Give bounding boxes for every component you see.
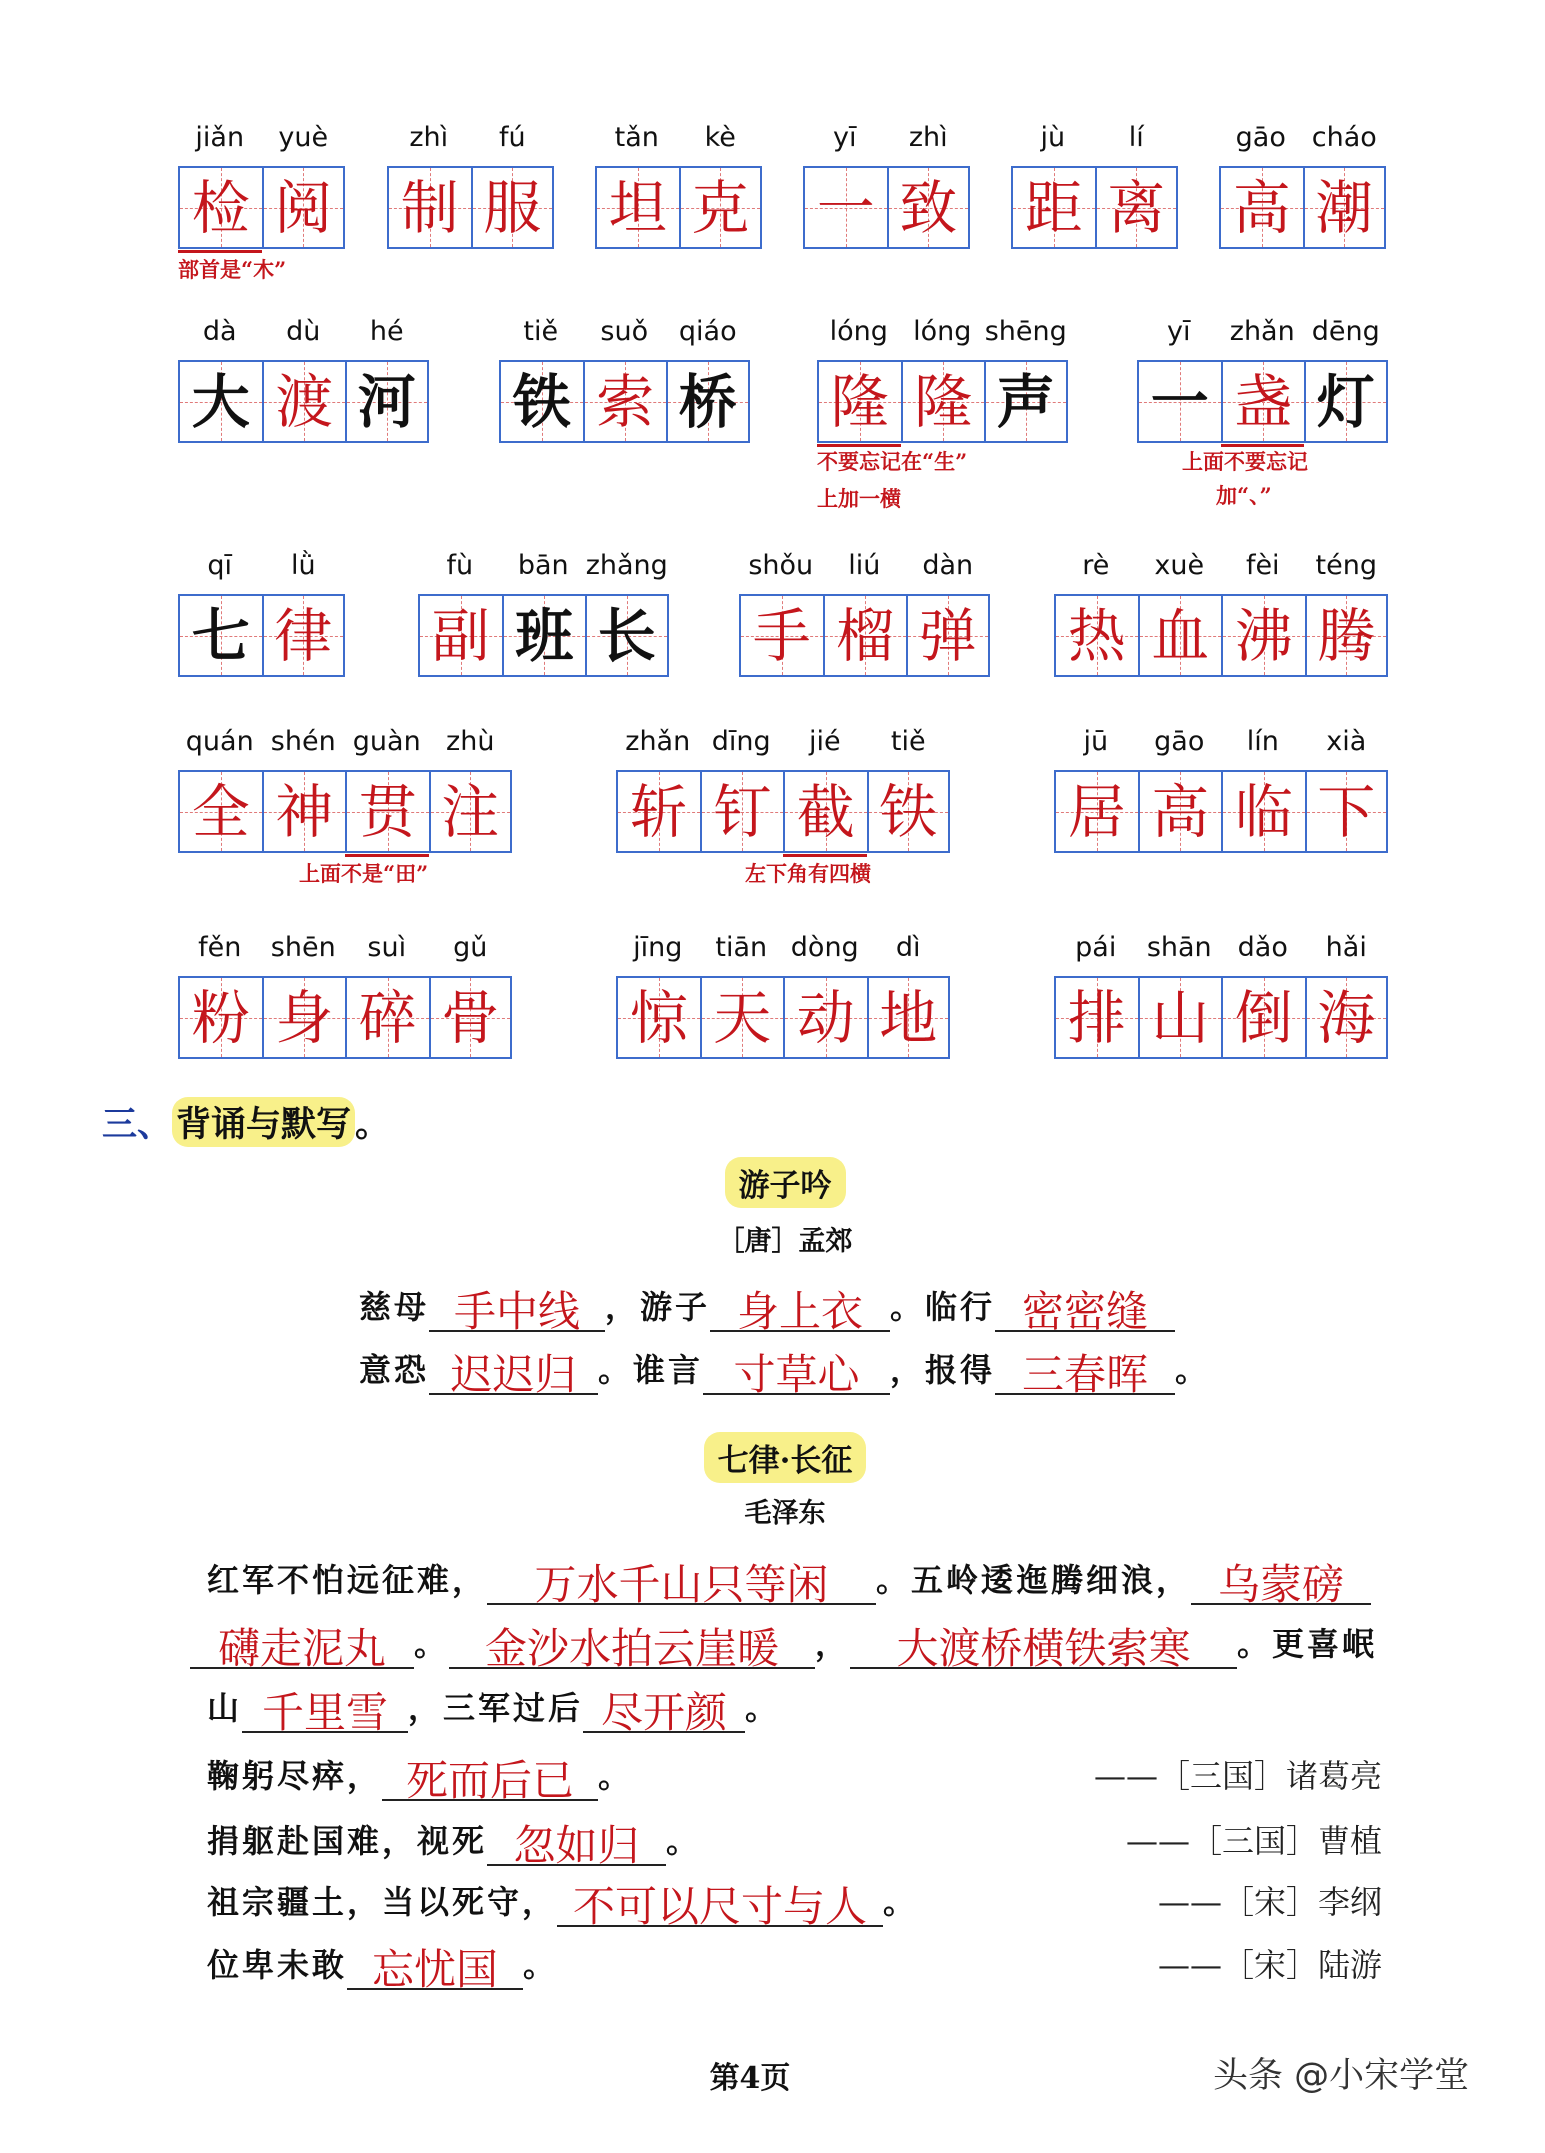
poem2-title-text: 七律·长征 — [704, 1432, 867, 1483]
poem1-title — [600, 1157, 970, 1207]
pinyin-label: dàn — [922, 550, 974, 581]
quote-line-4 — [207, 1940, 559, 1994]
tianzige-cell — [387, 166, 471, 249]
line-text: 捐躯赴国难，视死 — [207, 1822, 488, 1860]
pinyin-label: guàn — [352, 726, 421, 757]
answer-blank — [429, 1345, 598, 1399]
pinyin-label: quán — [185, 726, 254, 757]
pinyin-label: shǒu — [748, 550, 814, 581]
handwritten-char: 截 — [796, 777, 855, 846]
note-guan: 上面不是“田” — [299, 861, 429, 886]
line-text: 。 — [414, 1625, 450, 1663]
tianzige-cell — [666, 360, 750, 443]
tianzige-cell — [817, 360, 901, 443]
handwritten-char: 海 — [1317, 983, 1376, 1052]
pinyin-label: shēn — [270, 932, 336, 963]
pinyin-label: hé — [369, 316, 404, 347]
word-group — [1054, 932, 1388, 1059]
handwritten-char: 制 — [400, 173, 459, 242]
tianzige-cell — [803, 166, 887, 249]
tianzige-cell — [1054, 770, 1138, 853]
handwritten-char: 临 — [1234, 777, 1293, 846]
printed-char: 一 — [1150, 367, 1209, 436]
handwritten-char: 全 — [191, 777, 250, 846]
pinyin-label: qiáo — [678, 316, 737, 347]
pinyin-label: zhǎn — [1229, 316, 1295, 347]
tianzige-cell — [502, 594, 586, 677]
handwritten-char: 动 — [796, 983, 855, 1052]
pinyin-label: zhì — [908, 122, 948, 153]
quote-source-2: ——［三国］曹植 — [1125, 1822, 1382, 1860]
pinyin-label: cháo — [1311, 122, 1377, 153]
line-text: 。 — [745, 1689, 781, 1727]
answer-blank — [487, 1555, 876, 1609]
handwritten-answer: 万水千山只等闲 — [534, 1560, 829, 1609]
pinyin-label: suì — [367, 932, 407, 963]
word-group — [178, 122, 345, 249]
pinyin-label: lǜ — [290, 550, 316, 581]
pinyin-label: gāo — [1235, 122, 1286, 153]
handwritten-answer: 死而后已 — [406, 1756, 575, 1805]
handwritten-char: 克 — [691, 173, 750, 242]
tianzige-cell — [583, 360, 667, 443]
pinyin-label: hǎi — [1325, 932, 1367, 963]
underline-jian — [178, 250, 262, 253]
tianzige-cell — [823, 594, 907, 677]
tianzige-cell — [471, 166, 555, 249]
handwritten-char: 神 — [275, 777, 334, 846]
handwritten-char: 渡 — [275, 367, 334, 436]
tianzige-cell — [585, 594, 669, 677]
handwritten-char: 地 — [879, 983, 938, 1052]
pinyin-label: lóng — [829, 316, 888, 347]
pinyin-label: fěn — [198, 932, 242, 963]
printed-char: 河 — [357, 367, 416, 436]
handwritten-answer: 寸草心 — [733, 1350, 860, 1399]
section-number: 三、 — [102, 1104, 173, 1145]
tianzige-cell — [429, 976, 513, 1059]
handwritten-char: 律 — [274, 601, 333, 670]
pinyin-label: dīng — [711, 726, 771, 757]
poem1-line-1 — [359, 1282, 1175, 1336]
pinyin-label: liú — [848, 550, 881, 581]
tianzige-cell — [901, 360, 985, 443]
line-text: 慈母 — [359, 1288, 430, 1326]
quote-source-3: ——［宋］李纲 — [1157, 1883, 1382, 1921]
pinyin-label: lín — [1246, 726, 1279, 757]
handwritten-answer: 不可以尺寸与人 — [573, 1882, 868, 1931]
tianzige-cell — [1221, 360, 1305, 443]
note-jie: 左下角有四横 — [745, 861, 871, 886]
handwritten-char: 铁 — [879, 777, 938, 846]
line-text: 。 — [666, 1822, 702, 1860]
handwritten-answer: 迟迟归 — [450, 1350, 577, 1399]
handwritten-char: 血 — [1151, 601, 1210, 670]
handwritten-char: 粉 — [191, 983, 250, 1052]
tianzige-cell — [595, 166, 679, 249]
pinyin-label: shēng — [984, 316, 1067, 347]
pinyin-label: yī — [1167, 316, 1191, 347]
tianzige-cell — [1305, 770, 1389, 853]
tianzige-cell — [1303, 166, 1387, 249]
section-title: 背诵与默写 — [172, 1097, 355, 1147]
poem2-line-3 — [207, 1683, 781, 1737]
underline-zhan — [1221, 444, 1304, 447]
line-text: ，报得 — [890, 1351, 996, 1389]
handwritten-char: 碎 — [358, 983, 417, 1052]
pinyin-label: tiān — [715, 932, 768, 963]
handwritten-char: 榴 — [836, 601, 895, 670]
answer-blank — [995, 1345, 1175, 1399]
poem1-author: ［唐］孟郊 — [717, 1226, 853, 1257]
pinyin-label: qī — [207, 550, 233, 581]
handwritten-answer: 金沙水拍云崖暖 — [485, 1624, 780, 1673]
tianzige-cell — [1219, 166, 1303, 249]
answer-blank — [429, 1282, 605, 1336]
line-text: 。临行 — [890, 1288, 996, 1326]
word-group — [1054, 550, 1388, 677]
tianzige-cell — [178, 166, 262, 249]
handwritten-char: 一 — [816, 173, 875, 242]
pinyin-label: yī — [833, 122, 857, 153]
pinyin-label: fú — [498, 122, 526, 153]
tianzige-cell — [1221, 976, 1305, 1059]
pinyin-label: xuè — [1154, 550, 1205, 581]
line-text: 祖宗疆土，当以死守， — [207, 1883, 558, 1921]
pinyin-label: gāo — [1154, 726, 1205, 757]
printed-char: 七 — [191, 601, 250, 670]
handwritten-char: 注 — [441, 777, 500, 846]
word-group — [1219, 122, 1386, 249]
pinyin-label: zhù — [446, 726, 495, 757]
line-text: 。 — [523, 1946, 559, 1984]
pinyin-label: lóng — [913, 316, 972, 347]
answer-blank — [382, 1751, 598, 1805]
tianzige-cell — [1138, 976, 1222, 1059]
handwritten-answer: 身上衣 — [737, 1287, 864, 1336]
pinyin-label: jié — [808, 726, 841, 757]
handwritten-answer: 乌蒙磅 — [1218, 1560, 1345, 1609]
poem1-title-text: 游子吟 — [725, 1157, 846, 1208]
pinyin-label: zhǎn — [625, 726, 691, 757]
printed-char: 长 — [597, 601, 656, 670]
answer-blank — [190, 1619, 414, 1673]
pinyin-label: tiě — [523, 316, 559, 347]
poem2-author: 毛泽东 — [744, 1498, 826, 1529]
line-text: ，三军过后 — [408, 1689, 584, 1727]
handwritten-char: 排 — [1067, 983, 1126, 1052]
tianzige-cell — [783, 770, 867, 853]
line-text: 。 — [1175, 1351, 1211, 1389]
pinyin-label: kè — [704, 122, 736, 153]
answer-blank — [242, 1683, 408, 1737]
pinyin-label: tǎn — [614, 122, 659, 153]
word-group — [616, 932, 950, 1059]
word-group — [178, 550, 345, 677]
handwritten-char: 高 — [1232, 173, 1291, 242]
tianzige-cell — [1138, 770, 1222, 853]
pinyin-label: jū — [1083, 726, 1109, 757]
quote-line-1 — [207, 1751, 634, 1805]
pinyin-label: zhǎng — [585, 550, 668, 581]
tianzige-cell — [262, 360, 346, 443]
pinyin-label: bān — [517, 550, 569, 581]
tianzige-cell — [1305, 594, 1389, 677]
pinyin-label: dǎo — [1237, 932, 1288, 963]
handwritten-char: 潮 — [1315, 173, 1374, 242]
tianzige-cell — [1137, 360, 1221, 443]
tianzige-cell — [429, 770, 513, 853]
pinyin-label: dù — [286, 316, 321, 347]
pinyin-label: dēng — [1311, 316, 1380, 347]
underline-guan — [345, 854, 429, 857]
handwritten-char: 服 — [483, 173, 542, 242]
line-text: 。谁言 — [598, 1351, 704, 1389]
printed-char: 铁 — [512, 367, 571, 436]
handwritten-char: 致 — [899, 173, 958, 242]
tianzige-cell — [262, 166, 346, 249]
word-group — [178, 932, 512, 1059]
answer-blank — [710, 1282, 890, 1336]
tianzige-cell — [1304, 360, 1388, 443]
word-group — [499, 316, 750, 443]
tianzige-cell — [178, 360, 262, 443]
tianzige-cell — [867, 976, 951, 1059]
handwritten-char: 惊 — [629, 983, 688, 1052]
handwritten-answer: 礴走泥丸 — [217, 1624, 386, 1673]
answer-blank — [347, 1940, 523, 1994]
handwritten-answer: 忘忧国 — [372, 1945, 499, 1994]
tianzige-cell — [262, 594, 346, 677]
printed-char: 大 — [191, 367, 250, 436]
pinyin-label: tiě — [890, 726, 926, 757]
handwritten-char: 贯 — [358, 777, 417, 846]
line-text: 。 — [598, 1757, 634, 1795]
answer-blank — [557, 1877, 883, 1931]
watermark: 头条 @小宋学堂 — [1213, 2056, 1470, 2096]
pinyin-label: zhì — [409, 122, 449, 153]
line-text: 。五岭逶迤腾细浪， — [876, 1561, 1192, 1599]
pinyin-label: jiǎn — [195, 122, 245, 153]
handwritten-char: 索 — [596, 367, 655, 436]
word-group — [595, 122, 762, 249]
tianzige-cell — [1221, 594, 1305, 677]
line-text: 。更喜岷 — [1237, 1625, 1378, 1663]
answer-blank — [850, 1619, 1237, 1673]
section-title-end: 。 — [355, 1104, 391, 1145]
line-text: ，游子 — [605, 1288, 711, 1326]
handwritten-char: 居 — [1067, 777, 1126, 846]
word-group — [418, 550, 669, 677]
pinyin-label: pái — [1075, 932, 1117, 963]
handwritten-char: 隆 — [914, 367, 973, 436]
quote-line-2 — [207, 1816, 702, 1870]
note-long-1: 不要忘记在“生” — [817, 449, 968, 474]
printed-char: 桥 — [678, 367, 737, 436]
pinyin-label: shén — [270, 726, 336, 757]
word-group — [739, 550, 990, 677]
tianzige-cell — [1138, 594, 1222, 677]
tianzige-cell — [1054, 594, 1138, 677]
handwritten-answer: 手中线 — [454, 1287, 581, 1336]
line-text: 意恐 — [359, 1351, 430, 1389]
note-zhan-2: 加“、” — [1216, 483, 1272, 508]
pinyin-label: jù — [1040, 122, 1066, 153]
word-group — [803, 122, 970, 249]
pinyin-label: lí — [1128, 122, 1144, 153]
pinyin-label: téng — [1315, 550, 1377, 581]
printed-char: 声 — [996, 367, 1055, 436]
pinyin-label: fèi — [1245, 550, 1280, 581]
tianzige-cell — [906, 594, 990, 677]
underline-jie — [783, 854, 867, 857]
tianzige-cell — [1305, 976, 1389, 1059]
word-group — [178, 316, 429, 443]
line-text: 红军不怕远征难， — [207, 1561, 488, 1599]
line-text: 。 — [883, 1883, 919, 1921]
handwritten-answer: 大渡桥横铁索寒 — [896, 1624, 1191, 1673]
handwritten-char: 下 — [1317, 777, 1376, 846]
handwritten-char: 钉 — [713, 777, 772, 846]
word-group — [178, 726, 512, 853]
handwritten-answer: 密密缝 — [1022, 1287, 1149, 1336]
handwritten-char: 检 — [191, 173, 250, 242]
word-group — [387, 122, 554, 249]
tianzige-cell — [616, 976, 700, 1059]
tianzige-cell — [262, 976, 346, 1059]
tianzige-cell — [178, 594, 262, 677]
tianzige-cell — [1054, 976, 1138, 1059]
tianzige-cell — [345, 976, 429, 1059]
handwritten-answer: 三春晖 — [1022, 1350, 1149, 1399]
tianzige-cell — [178, 770, 262, 853]
tianzige-cell — [345, 360, 429, 443]
poem2-title — [600, 1432, 970, 1482]
tianzige-cell — [700, 976, 784, 1059]
line-text: 位卑未敢 — [207, 1946, 348, 1984]
note-zhan-1: 上面不要忘记 — [1182, 449, 1308, 474]
pinyin-label: dì — [895, 932, 921, 963]
tianzige-cell — [783, 976, 867, 1059]
note-long-2: 上加一横 — [817, 486, 901, 511]
answer-blank — [487, 1816, 666, 1870]
handwritten-char: 身 — [275, 983, 334, 1052]
quote-source-1: ——［三国］诸葛亮 — [1093, 1757, 1382, 1795]
answer-blank — [1191, 1555, 1371, 1609]
tianzige-cell — [739, 594, 823, 677]
word-group — [1011, 122, 1178, 249]
pinyin-label: dà — [202, 316, 237, 347]
answer-blank — [583, 1683, 745, 1737]
printed-char: 灯 — [1316, 367, 1375, 436]
line-text: 鞠躬尽瘁， — [207, 1757, 383, 1795]
tianzige-cell — [178, 976, 262, 1059]
handwritten-char: 离 — [1107, 173, 1166, 242]
answer-blank — [995, 1282, 1175, 1336]
handwritten-char: 阅 — [274, 173, 333, 242]
word-group — [616, 726, 950, 853]
handwritten-char: 隆 — [830, 367, 889, 436]
note-radical: 部首是“木” — [178, 257, 287, 282]
pinyin-label: fù — [446, 550, 474, 581]
tianzige-cell — [1095, 166, 1179, 249]
pinyin-label: rè — [1082, 550, 1110, 581]
tianzige-cell — [499, 360, 583, 443]
page-number: 第4页 — [709, 2061, 791, 2096]
handwritten-char: 天 — [713, 983, 772, 1052]
tianzige-cell — [616, 770, 700, 853]
quote-source-4: ——［宋］陆游 — [1157, 1946, 1382, 1984]
handwritten-char: 热 — [1067, 601, 1126, 670]
line-text: ， — [815, 1625, 851, 1663]
answer-blank — [703, 1345, 890, 1399]
tianzige-cell — [984, 360, 1068, 443]
underline-long — [817, 444, 901, 447]
handwritten-char: 沸 — [1234, 601, 1293, 670]
tianzige-cell — [887, 166, 971, 249]
pinyin-label: suǒ — [600, 316, 649, 347]
pinyin-label: xià — [1326, 726, 1367, 757]
tianzige-cell — [1221, 770, 1305, 853]
tianzige-cell — [345, 770, 429, 853]
handwritten-char: 倒 — [1234, 983, 1293, 1052]
tianzige-cell — [679, 166, 763, 249]
handwritten-char: 手 — [752, 601, 811, 670]
handwritten-char: 盏 — [1234, 367, 1293, 436]
pinyin-label: yuè — [278, 122, 329, 153]
pinyin-label: shān — [1146, 932, 1212, 963]
tianzige-cell — [262, 770, 346, 853]
tianzige-cell — [418, 594, 502, 677]
tianzige-cell — [867, 770, 951, 853]
pinyin-label: dòng — [790, 932, 859, 963]
answer-blank — [449, 1619, 815, 1673]
handwritten-char: 坦 — [608, 173, 667, 242]
handwritten-char: 骨 — [441, 983, 500, 1052]
poem2-line-2 — [190, 1619, 1378, 1673]
poem1-line-2 — [359, 1345, 1211, 1399]
word-group — [817, 316, 1068, 443]
tianzige-cell — [1011, 166, 1095, 249]
handwritten-char: 副 — [431, 601, 490, 670]
quote-line-3 — [207, 1877, 919, 1931]
word-group — [1137, 316, 1388, 443]
handwritten-char: 腾 — [1317, 601, 1376, 670]
pinyin-label: gǔ — [453, 932, 488, 963]
handwritten-char: 高 — [1151, 777, 1210, 846]
handwritten-char: 距 — [1024, 173, 1083, 242]
poem2-line-1 — [207, 1555, 1371, 1609]
section-heading — [102, 1097, 390, 1147]
handwritten-char: 弹 — [918, 601, 977, 670]
handwritten-char: 斩 — [629, 777, 688, 846]
handwritten-char: 山 — [1151, 983, 1210, 1052]
handwritten-answer: 尽开颜 — [601, 1688, 728, 1737]
word-group — [1054, 726, 1388, 853]
tianzige-cell — [700, 770, 784, 853]
line-text: 山 — [207, 1689, 243, 1727]
pinyin-label: jīng — [633, 932, 683, 963]
handwritten-answer: 忽如归 — [513, 1821, 640, 1870]
printed-char: 班 — [515, 601, 574, 670]
handwritten-answer: 千里雪 — [262, 1688, 389, 1737]
